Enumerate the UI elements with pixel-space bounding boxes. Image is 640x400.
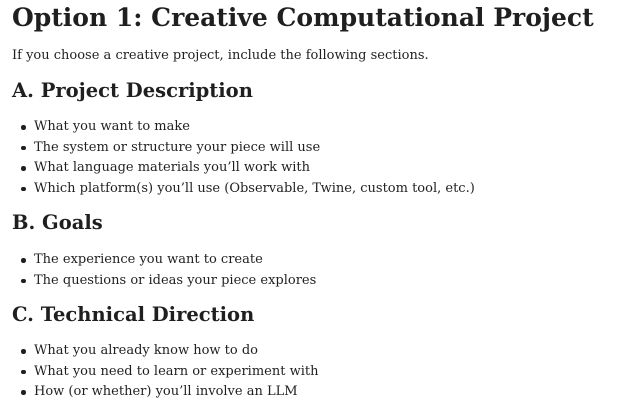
list-item: What you want to make [34,117,475,138]
page-title: Option 1: Creative Computational Project [12,3,594,32]
list-item: The experience you want to create [34,250,316,271]
section-heading-project-description: A. Project Description [12,79,253,102]
goals-list [34,250,316,291]
section-heading-goals: B. Goals [12,211,103,234]
list-item: What language materials you’ll work with [34,158,475,179]
list-item: The questions or ideas your piece explores [34,271,316,292]
intro-paragraph: If you choose a creative project, include the following sections. [12,48,429,63]
list-item: The system or structure your piece will use [34,138,475,159]
section-heading-technical-direction: C. Technical Direction [12,303,255,326]
list-item: What you need to learn or experiment with [34,362,318,383]
list-item: How (or whether) you’ll involve an LLM [34,382,318,400]
list-item: Which platform(s) you’ll use (Observable, Twine, custom tool, etc.) [34,179,475,200]
project-description-list [34,117,475,199]
list-item: What you already know how to do [34,341,318,362]
technical-direction-list [34,341,318,400]
